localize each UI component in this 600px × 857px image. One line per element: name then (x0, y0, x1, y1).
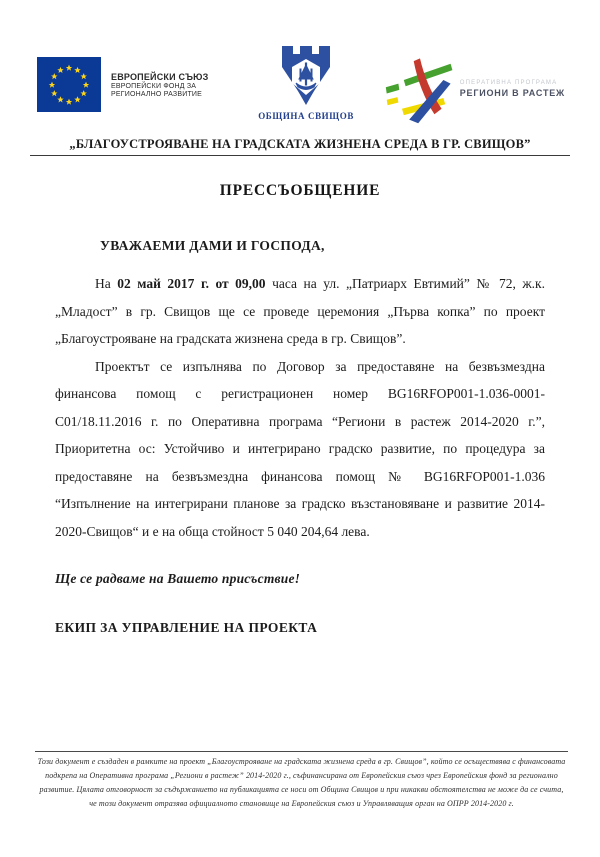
closing-line: Ще се радваме на Вашето присъствие! (55, 571, 301, 586)
municipality-logo-block (258, 45, 354, 121)
eu-logo-line2: ЕВРОПЕЙСКИ ФОНД ЗА (111, 82, 197, 90)
paragraph-event (55, 270, 545, 353)
oprr-small-label: ОПЕРАТИВНА ПРОГРАМА (459, 80, 558, 86)
team-signature: ЕКИП ЗА УПРАВЛЕНИЕ НА ПРОЕКТА (55, 620, 318, 635)
regions-in-growth-logo-icon (384, 53, 456, 125)
paragraph-event-prefix: На (95, 276, 118, 291)
eu-logo-block (37, 57, 208, 112)
paragraph-event-datetime: 02 май 2017 г. от 09,00 (117, 276, 266, 291)
eu-logo-line3: РЕГИОНАЛНО РАЗВИТИЕ (111, 90, 203, 98)
eu-logo-line1: ЕВРОПЕЙСКИ СЪЮЗ (111, 71, 209, 82)
project-banner: „БЛАГОУСТРОЯВАНЕ НА ГРАДСКАТА ЖИЗНЕНА СРЕДА В ГР. СВИЩОВ” (30, 137, 570, 156)
paragraph-event-rest: часа на ул. „Патриарх Евтимий” № 72, ж.к. „Младост” в гр. Свищов ще се проведе церемония „Първа копка” по проект „Благоустрояване на градската жизнена среда в гр. Свищов”. (55, 276, 545, 346)
footer (35, 751, 568, 811)
header-logos-row (0, 0, 600, 125)
paragraph-project-details: Проектът се изпълнява по Договор за предоставяне на безвъзмездна финансова помощ с регистрационен номер BG16RFOP001-1.036-0001-C01/18.11.2016 г. по Оперативна програма “Региони в растеж 2014-2020 г.”, Приоритетна ос: Устойчиво и интегрирано градско развитие, по процедура за предоставяне на безвъзмездна финансова помощ № BG16RFOP001-1.036 “Изпълнение на интегрирани планове за градско възстановяване и развитие 2014-2020-Свищов“ и е на обща стойност 5 040 204,64 лева. (55, 358, 545, 539)
footer-disclaimer: Този документ е създаден в рамките на проект „Благоустрояване на градската жизнена среда в гр. Свищов”, който се осъществява с финансовата подкрепа на Оперативна програма „Региони в растеж” 2014-2020 г., съфинансирана от Европейския съюз чрез Европейския фонд за регионално развитие. Цялата отговорност за съдържанието на публикацията се носи от Община Свищов и при никакви обстоятелства не може да се счита, че този документ отразява официалното становище на Европейския съюз и Управляващия орган на ОПРР 2014-2020 г. (37, 757, 566, 808)
svishtov-coat-of-arms-icon (270, 45, 342, 107)
municipality-caption: ОБЩИНА СВИЩОВ (258, 111, 354, 121)
salutation: УВАЖАЕМИ ДАМИ И ГОСПОДА, (100, 238, 325, 253)
oprr-label: РЕГИОНИ В РАСТЕЖ (459, 88, 565, 98)
oprr-logo-text (460, 80, 565, 98)
document-body (0, 238, 600, 636)
page-title: ПРЕССЪОБЩЕНИЕ (219, 182, 381, 199)
oprr-logo-block (384, 53, 565, 125)
eu-flag-icon (37, 57, 101, 112)
eu-logo-text (111, 72, 208, 98)
